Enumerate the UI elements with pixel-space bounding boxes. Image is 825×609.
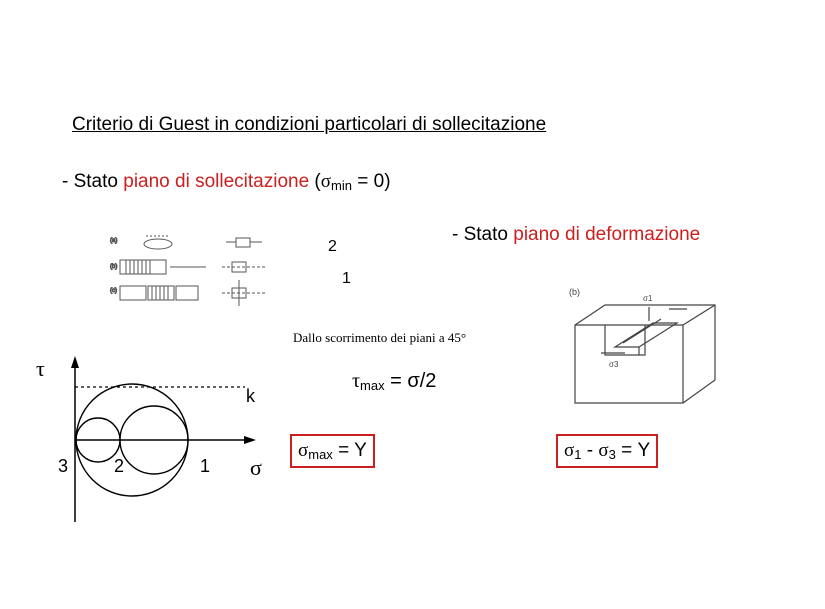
sigma1-symbol: σ bbox=[564, 440, 575, 461]
sigma-max-symbol: σ bbox=[298, 440, 309, 461]
sigma-symbol: σ bbox=[320, 171, 332, 192]
plane-stress-line bbox=[62, 171, 391, 193]
point-1-label: 1 bbox=[200, 456, 211, 476]
diagram-label-sigma3: σ3 bbox=[609, 360, 619, 369]
plane-strain-highlight: piano di deformazione bbox=[513, 224, 701, 245]
tau-max-formula bbox=[352, 370, 436, 393]
plane-stress-highlight: piano di sollecitazione bbox=[123, 171, 310, 192]
plane-stress-prefix: - Stato bbox=[62, 171, 124, 192]
point-3-label: 3 bbox=[58, 456, 69, 476]
point-2-label: 2 bbox=[114, 456, 125, 476]
tau-axis-label: τ bbox=[36, 356, 45, 381]
minus-sign: - bbox=[581, 440, 599, 461]
sigma3-subscript: 3 bbox=[608, 447, 616, 462]
sigma-max-rest: = Y bbox=[332, 440, 367, 461]
sigma-axis-label: σ bbox=[250, 455, 262, 480]
svg-text:(c): (c) bbox=[110, 288, 117, 294]
k-label: k bbox=[246, 386, 255, 406]
sigma-min-subscript: min bbox=[331, 178, 352, 193]
sigma-difference-box bbox=[556, 434, 658, 468]
specimen-sketch bbox=[86, 230, 286, 320]
tau-max-subscript: max bbox=[360, 378, 385, 393]
sigma3-symbol: σ bbox=[598, 440, 609, 461]
diagram-label-sigma1: σ1 bbox=[643, 294, 653, 303]
sigma-difference-rest: = Y bbox=[615, 440, 651, 461]
sigma-max-subscript: max bbox=[308, 447, 333, 462]
tau-axis-arrow bbox=[71, 356, 79, 368]
label-two: 2 bbox=[328, 238, 337, 255]
shear-note: Dallo scorrimento dei piani a 45° bbox=[293, 330, 467, 345]
plane-stress-paren: ( bbox=[309, 171, 321, 192]
plane-strain-line bbox=[452, 224, 700, 246]
sigma-max-box bbox=[290, 434, 375, 468]
label-one: 1 bbox=[342, 270, 351, 287]
svg-text:(b): (b) bbox=[110, 264, 118, 270]
plane-stress-rest: = 0) bbox=[351, 171, 391, 192]
tau-max-rest: = σ/2 bbox=[384, 370, 437, 392]
diagram-label-b: (b) bbox=[569, 287, 580, 297]
plane-strain-prefix: - Stato bbox=[452, 224, 514, 245]
tau-symbol: τ bbox=[352, 370, 361, 392]
svg-text:(a): (a) bbox=[110, 238, 118, 244]
sigma1-subscript: 1 bbox=[574, 447, 582, 462]
page-title: Criterio di Guest in condizioni particolari di sollecitazione bbox=[72, 114, 547, 135]
plane-strain-diagram bbox=[565, 285, 725, 410]
sigma-axis-arrow bbox=[244, 436, 256, 444]
